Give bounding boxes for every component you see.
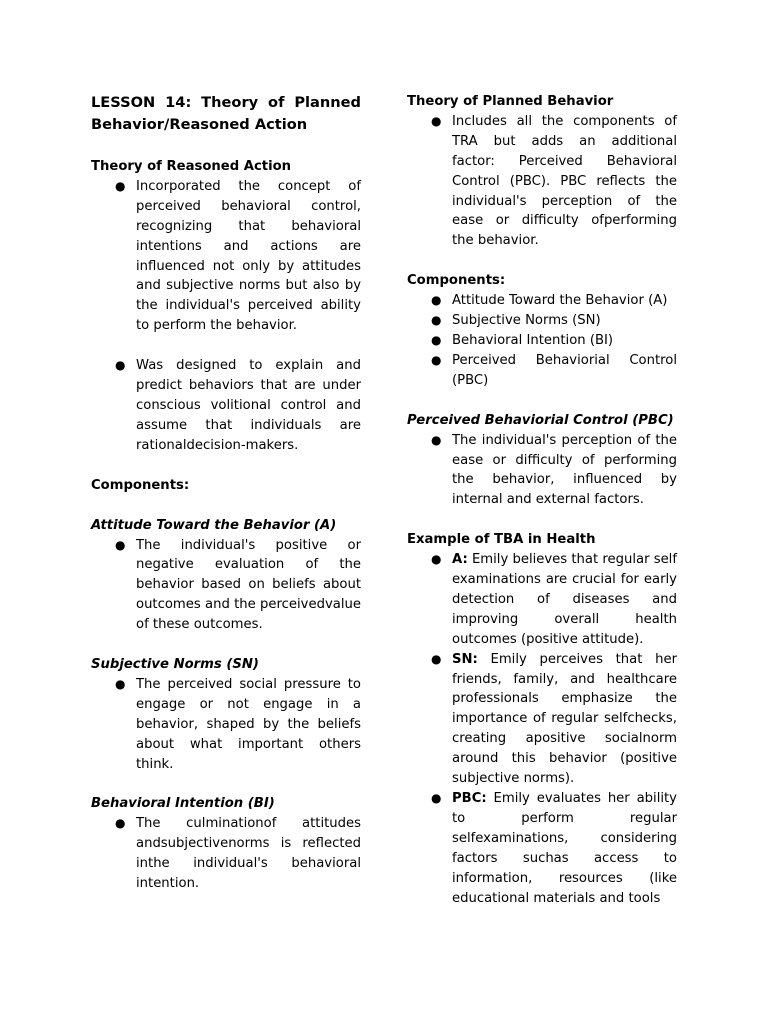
sn-section [91,655,361,774]
list-item-text: Attitude Toward the Behavior (A) [452,293,668,309]
components-section [91,476,361,496]
list-item [407,431,677,511]
pbc-heading: Perceived Behaviorial Control (PBC) [407,412,674,428]
example-section [407,530,677,908]
sn-heading: Subjective Norms (SN) [91,657,259,673]
list-item-text: Incorporated the concept of perceived behavioral control, recognizing that behavioral intentions and actions are influenced not only by attitudes and subjective norms but also by the individual's perceived ability to perform the behavior. [136,178,361,334]
list-item-text: The individual's positive or negative evaluation of the behavior based on beliefs about outcomes and the perceivedvalue of these outcomes. [136,537,361,633]
bi-section [91,794,361,894]
bullet-icon: ● [431,113,442,128]
bullet-icon: ● [431,552,442,567]
list-item-text: Behavioral Intention (BI) [452,332,614,348]
sn-bullet-list [91,675,361,775]
bullet-icon: ● [431,313,442,328]
lesson-title: LESSON 14: Theory of Planned Behavior/Reasoned Action [91,94,361,133]
bi-bullet-list [91,814,361,894]
bullet-icon: ● [431,791,442,805]
bullet-icon: ● [115,816,126,831]
bi-heading: Behavioral Intention (BI) [91,796,275,812]
tpb-section [407,92,677,251]
list-item [91,675,361,775]
tpb-heading: Theory of Planned Behavior [407,94,614,109]
list-item [407,550,677,650]
example-label: PBC: [452,791,487,806]
bullet-icon: ● [431,293,442,308]
list-item-text: The individual's perception of the ease or difficulty of performing the behavior, influenced by internal and external factors. [452,432,677,508]
example-label: A: [452,552,468,568]
tra-heading: Theory of Reasoned Action [91,159,292,174]
list-item [91,177,361,336]
pbc-section [407,411,677,511]
list-item [91,536,361,636]
list-item-text: Emily evaluates her ability to perform regular selfexaminations, considering factors suchas access to information, resources (like educational materials and tools [452,791,677,906]
list-item-text: Includes all the components of TRA but adds an additional factor: Perceived Behavioral Control (PBC). PBC reflects the individual's perception of the ease or difficulty ofperforming the behavior. [452,113,677,249]
list-item-text: Emily believes that regular self examinations are crucial for early detection of diseases and improving overall health outcomes (positive attitude). [452,552,677,647]
components-section [407,271,677,390]
example-heading: Example of TBA in Health [407,532,596,548]
list-item-text: The perceived social pressure to engage or not engage in a behavior, shaped by the beliefs about what important others think. [136,676,361,772]
left-column [91,92,361,894]
right-column [407,92,677,908]
example-label: SN: [452,651,478,667]
list-item [407,351,677,391]
pbc-bullet-list [407,431,677,511]
tra-bullet-list [91,177,361,456]
bullet-icon: ● [431,651,442,666]
list-item [91,814,361,894]
list-item [407,789,677,908]
attitude-bullet-list [91,536,361,636]
list-item [407,331,677,351]
list-item-text: Perceived Behaviorial Control (PBC) [452,352,677,388]
attitude-heading: Attitude Toward the Behavior (A) [91,517,337,533]
components-list [407,291,677,391]
list-item [407,112,677,251]
bullet-icon: ● [431,432,442,447]
list-item [407,291,677,311]
list-item-text: Emily perceives that her friends, family, and healthcare professionals emphasize the importance of regular selfchecks, creating apositive socialnorm around this behavior (positive subjective norms). [452,651,677,787]
example-list [407,550,677,908]
tpb-bullet-list [407,112,677,251]
components-heading: Components: [407,273,506,289]
bullet-icon: ● [115,537,126,552]
bullet-icon: ● [115,178,126,193]
bullet-icon: ● [431,352,442,367]
tra-section [91,157,361,456]
list-item [407,650,677,789]
bullet-icon: ● [431,332,442,347]
list-item [407,311,677,331]
list-item [91,356,361,456]
bullet-icon: ● [115,676,126,691]
attitude-section [91,516,361,635]
components-heading: Components: [91,477,190,493]
list-item-text: Subjective Norms (SN) [452,313,601,329]
list-item-text: The culminationof attitudes andsubjectivenorms is reflected inthe individual's behavioral intention. [136,816,361,892]
list-item-text: Was designed to explain and predict behaviors that are under conscious volitional control and assume that individuals are rationaldecision-makers. [136,358,361,453]
bullet-icon: ● [115,358,126,373]
